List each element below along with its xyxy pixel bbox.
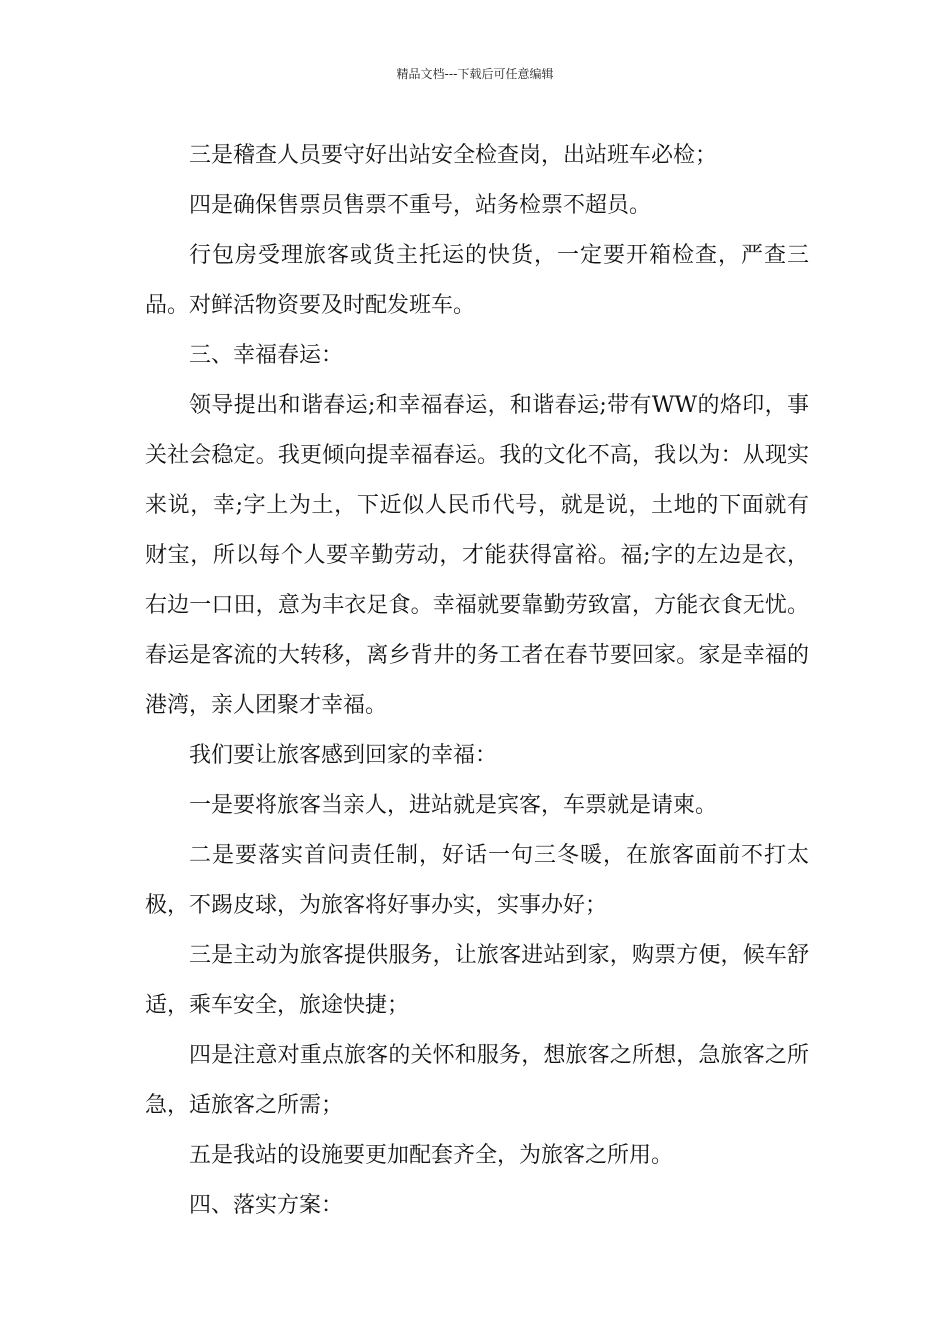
paragraph: 四是确保售票员售票不重号，站务检票不超员。: [189, 193, 652, 218]
paragraph: 我们要让旅客感到回家的幸福：: [189, 743, 498, 768]
document-body: [145, 131, 809, 1231]
paragraph: 领导提出和谐春运;和幸福春运，和谐春运;带有WW的烙印，事关社会稳定。我更倾向提幸福春运。我的文化不高，我以为：从现实来说，幸;字上为土，下近似人民币代号，就是说，土地的下面就有财宝，所以每个人要辛勤劳动，才能获得富裕。福;字的左边是衣，右边一口田，意为丰衣足食。幸福就要靠勤劳致富，方能衣食无忧。春运是客流的大转移，离乡背井的务工者在春节要回家。家是幸福的港湾，亲人团聚才幸福。: [145, 393, 809, 718]
paragraph: 三是稽查人员要守好出站安全检查岗，出站班车必检；: [189, 143, 718, 168]
page-header: 精品文档---下载后可任意编辑: [396, 67, 554, 81]
list-item: 三是主动为旅客提供服务，让旅客进站到家，购票方便，候车舒适，乘车安全，旅途快捷；: [145, 943, 809, 1018]
list-item: 五是我站的设施要更加配套齐全，为旅客之所用。: [189, 1143, 674, 1168]
paragraph: 行包房受理旅客或货主托运的快货，一定要开箱检查，严查三品。对鲜活物资要及时配发班车。: [145, 243, 809, 318]
section-heading: 三、幸福春运：: [189, 343, 344, 368]
list-item: 二是要落实首问责任制，好话一句三冬暖，在旅客面前不打太极，不踢皮球，为旅客将好事办实，实事办好；: [145, 843, 809, 918]
list-item: 四是注意对重点旅客的关怀和服务，想旅客之所想，急旅客之所急，适旅客之所需；: [145, 1043, 809, 1118]
section-heading: 四、落实方案：: [189, 1193, 344, 1218]
list-item: 一是要将旅客当亲人，进站就是宾客，车票就是请柬。: [189, 793, 718, 818]
